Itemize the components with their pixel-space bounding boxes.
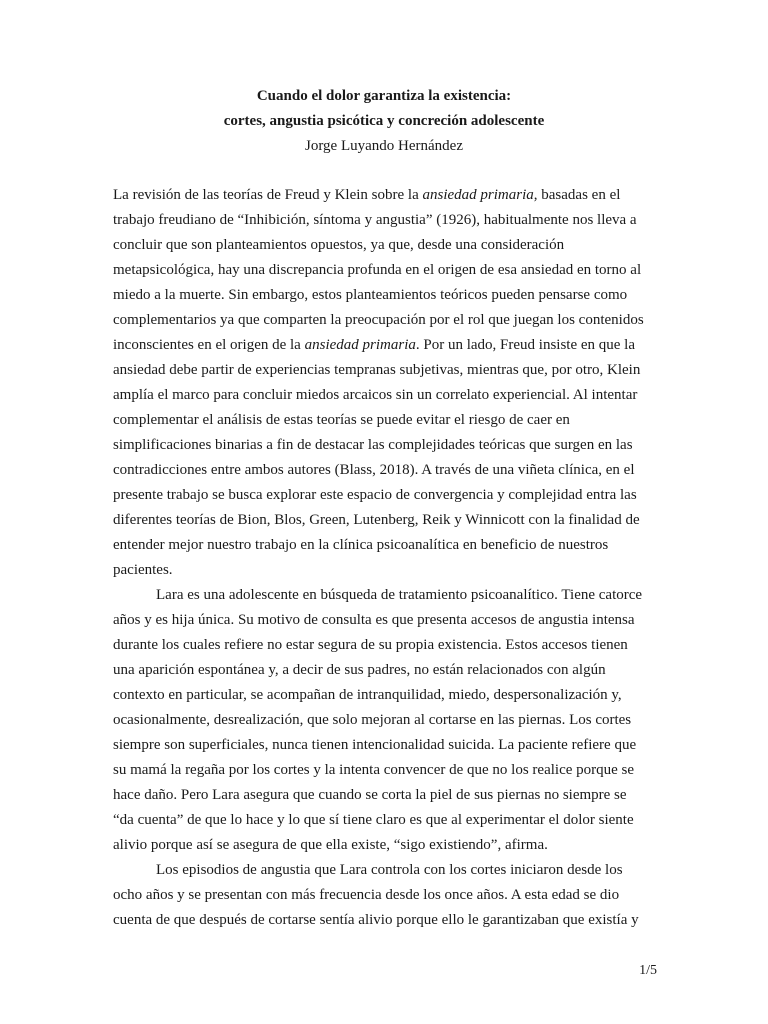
text-line: trabajo freudiano de “Inhibición, síntoma y angustia” (1926), habitualmente nos lleva a	[113, 212, 637, 228]
text-line: amplía el marco para concluir miedos arcaicos sin un correlato experiencial. Al intentar	[113, 387, 638, 403]
text-line: entender mejor nuestro trabajo en la clínica psicoanalítica en beneficio de nuestros	[113, 537, 609, 553]
title-line-1: Cuando el dolor garantiza la existencia:	[256, 88, 512, 104]
paragraph-1	[113, 183, 658, 583]
text-line	[113, 183, 658, 208]
text-line: su mamá la regaña por los cortes y la intenta convencer de que no los realice porque se	[113, 762, 635, 778]
text-segment: . Por un lado, Freud insiste en que la	[415, 337, 636, 353]
text-line: metapsicológica, hay una discrepancia profunda en el origen de esa ansiedad en torno al	[113, 262, 642, 278]
text-line: ocasionalmente, desrealización, que solo mejoran al cortarse en las piernas. Los cortes	[113, 712, 632, 728]
author-name: Jorge Luyando Hernández	[305, 138, 463, 154]
text-line: ansiedad debe partir de experiencias tempranas subjetivas, mientras que, por otro, Klein	[113, 362, 641, 378]
title-line-2: cortes, angustia psicótica y concreción adolescente	[223, 113, 545, 129]
text-line: “da cuenta” de que lo hace y lo que sí tiene claro es que al experimentar el dolor siente	[113, 812, 634, 828]
text-line: contexto en particular, se acompañan de intranquilidad, miedo, despersonalización y,	[113, 687, 622, 703]
text-line: contradicciones entre ambos autores (Blass, 2018). A través de una viñeta clínica, en el	[113, 462, 635, 478]
text-line: simplificaciones binarias a fin de destacar las complejidades teóricas que surgen en las	[113, 437, 633, 453]
text-line: concluir que son planteamientos opuestos, ya que, desde una consideración	[113, 237, 565, 253]
body-text	[113, 183, 658, 933]
text-line: complementar el análisis de estas teorías se puede evitar el riesgo de caer en	[113, 412, 570, 428]
text-line: complementarios ya que comparten la preocupación por el rol que juegan los contenidos	[113, 312, 644, 328]
text-line: durante los cuales refiere no estar segura de su propia existencia. Estos accesos tienen	[113, 637, 628, 653]
text-segment: inconscientes en el origen de la	[113, 337, 305, 353]
title-block	[0, 84, 768, 159]
text-line: cuenta de que después de cortarse sentía alivio porque ello le garantizaban que existía y	[113, 912, 639, 928]
text-line	[113, 333, 658, 358]
text-line: hace daño. Pero Lara asegura que cuando se corta la piel de sus piernas no siempre se	[113, 787, 627, 803]
text-line: años y es hija única. Su motivo de consulta es que presenta accesos de angustia intensa	[113, 612, 635, 628]
text-line: Los episodios de angustia que Lara controla con los cortes iniciaron desde los	[156, 862, 623, 878]
page-number: 1/5	[639, 963, 657, 978]
text-segment: , basadas en el	[533, 187, 621, 203]
text-line: pacientes.	[113, 562, 173, 578]
text-segment: La revisión de las teorías de Freud y Klein sobre la	[113, 187, 423, 203]
text-line: diferentes teorías de Bion, Blos, Green, Lutenberg, Reik y Winnicott con la finalidad de	[113, 512, 640, 528]
text-line: siempre son superficiales, nunca tienen intencionalidad suicida. La paciente refiere que	[113, 737, 637, 753]
paragraph-2	[113, 583, 658, 858]
italic-term: ansiedad primaria	[304, 337, 416, 353]
text-line: miedo a la muerte. Sin embargo, estos planteamientos teóricos pueden pensarse como	[113, 287, 628, 303]
paragraph-3	[113, 858, 658, 933]
text-line: Lara es una adolescente en búsqueda de tratamiento psicoanalítico. Tiene catorce	[156, 587, 643, 603]
text-line: alivio porque así se asegura de que ella existe, “sigo existiendo”, afirma.	[113, 837, 548, 853]
text-line: ocho años y se presentan con más frecuencia desde los once años. A esta edad se dio	[113, 887, 620, 903]
text-line: presente trabajo se busca explorar este espacio de convergencia y complejidad entra las	[113, 487, 637, 503]
text-line: una aparición espontánea y, a decir de sus padres, no están relacionados con algún	[113, 662, 606, 678]
italic-term: ansiedad primaria	[422, 187, 534, 203]
